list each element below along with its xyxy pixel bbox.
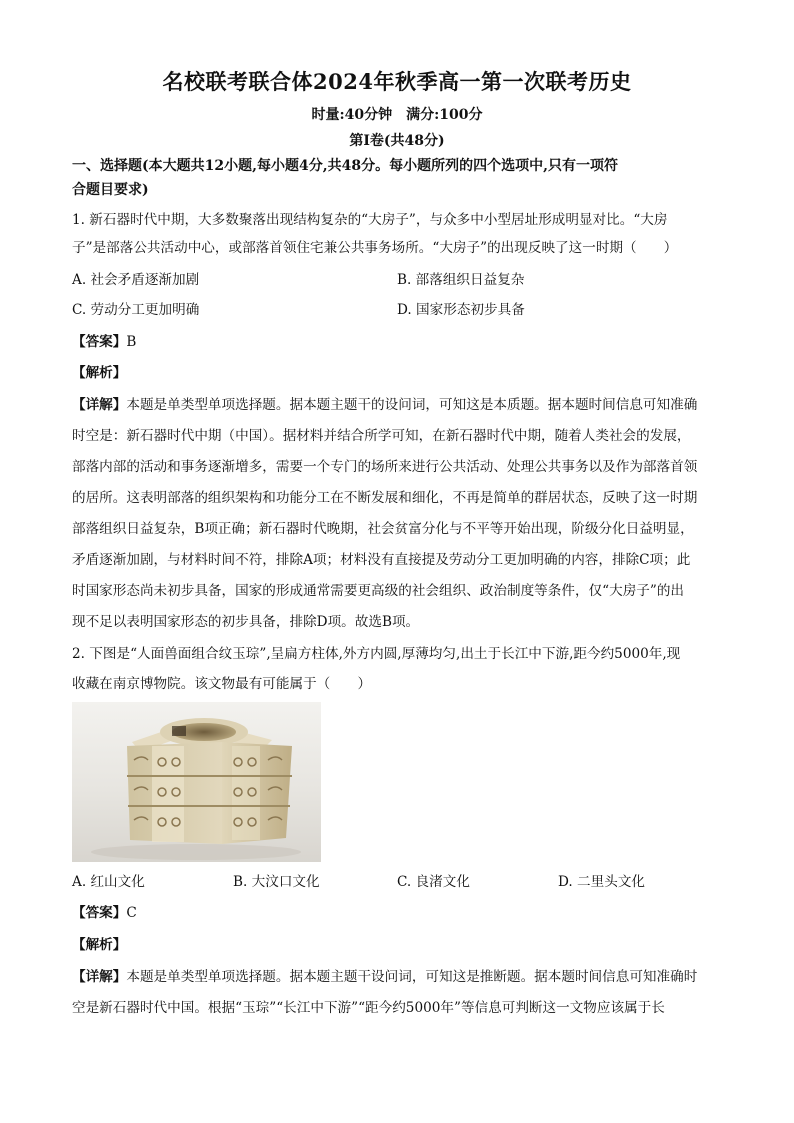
q2-option-c: C. 良渚文化 <box>397 874 470 890</box>
section-instructions-cont: 合题目要求) <box>72 182 149 198</box>
q1-stem-line: 子”是部落公共活动中心，或部落首领住宅兼公共事务场所。“大房子”的出现反映了这一时期（ ） <box>72 240 678 256</box>
detail-label: 【详解】 <box>72 397 127 413</box>
q1-option-b: B. 部落组织日益复杂 <box>397 272 525 288</box>
exam-title: 名校联考联合体2024年秋季高一第一次联考历史 <box>162 69 632 94</box>
q2-detail-line: 空是新石器时代中国。根据“玉琮”“长江中下游”“距今约5000年”等信息可判断这一文物应该属于长 <box>72 1000 665 1016</box>
q1-detail-line: 时国家形态尚未初步具备，国家的形成通常需要更高级的社会组织、政治制度等条件，仅“大房子”的出 <box>72 583 685 599</box>
detail-text: 本题是单类型单项选择题。据本题主题干设问词，可知这是推断题。据本题时间信息可知准确时 <box>126 969 698 985</box>
detail-label: 【详解】 <box>72 969 127 985</box>
q1-option-d: D. 国家形态初步具备 <box>397 302 525 318</box>
volume-heading: 第Ⅰ卷(共48分) <box>349 133 445 149</box>
q1-option-c: C. 劳动分工更加明确 <box>72 302 200 318</box>
q1-detail-line <box>72 395 726 415</box>
q1-detail-line: 现不足以表明国家形态的初步具备，排除D项。故选B项。 <box>72 614 420 630</box>
answer-value: B <box>126 334 137 350</box>
time-score-line: 时量:40分钟 满分:100分 <box>311 107 483 123</box>
q1-detail-line: 矛盾逐渐加剧，与材料时间不符，排除A项；材料没有直接提及劳动分工更加明确的内容，排除C项；此 <box>72 552 691 568</box>
q2-analysis-label: 【解析】 <box>72 937 127 953</box>
q1-detail-line: 部落组织日益复杂，B项正确；新石器时代晚期，社会贫富分化与不平等开始出现，阶级分化日益明显， <box>72 521 694 537</box>
answer-label: 【答案】 <box>72 334 127 350</box>
q1-detail-line: 的居所。这表明部落的组织架构和功能分工在不断发展和细化，不再是简单的群居状态，反映了这一时期 <box>72 490 698 506</box>
q2-option-b: B. 大汶口文化 <box>233 874 320 890</box>
section-instructions: 一、选择题(本大题共12小题,每小题4分,共48分。每小题所列的四个选项中,只有一项符 <box>72 158 618 174</box>
q1-detail-line: 部落内部的活动和事务逐渐增多，需要一个专门的场所来进行公共活动、处理公共事务以及作为部落首领 <box>72 459 698 475</box>
q2-stem-line: 2. 下图是“人面兽面组合纹玉琮”,呈扁方柱体,外方内圆,厚薄均匀,出土于长江中下游,距今约5000年,现 <box>72 646 681 662</box>
jade-cong-photo <box>72 702 321 862</box>
q2-option-d: D. 二里头文化 <box>558 874 646 890</box>
q1-option-a: A. 社会矛盾逐渐加剧 <box>72 272 200 288</box>
q2-answer <box>72 903 137 923</box>
q2-stem-line: 收藏在南京博物院。该文物最有可能属于（ ） <box>72 676 372 692</box>
detail-text: 本题是单类型单项选择题。据本题主题干的设问词，可知这是本质题。据本题时间信息可知准确 <box>126 397 698 413</box>
answer-value: C <box>126 905 137 921</box>
jade-cong-illustration <box>72 702 321 862</box>
answer-label: 【答案】 <box>72 905 127 921</box>
q1-analysis-label: 【解析】 <box>72 365 127 381</box>
q1-answer <box>72 332 136 352</box>
q2-detail-line <box>72 967 726 987</box>
q1-detail-line: 时空是：新石器时代中期（中国）。据材料并结合所学可知，在新石器时代中期，随着人类社会的发展， <box>72 428 691 444</box>
q1-stem-line: 1. 新石器时代中期，大多数聚落出现结构复杂的“大房子”，与众多中小型居址形成明显对比。“大房 <box>72 212 668 228</box>
q2-option-a: A. 红山文化 <box>72 874 145 890</box>
